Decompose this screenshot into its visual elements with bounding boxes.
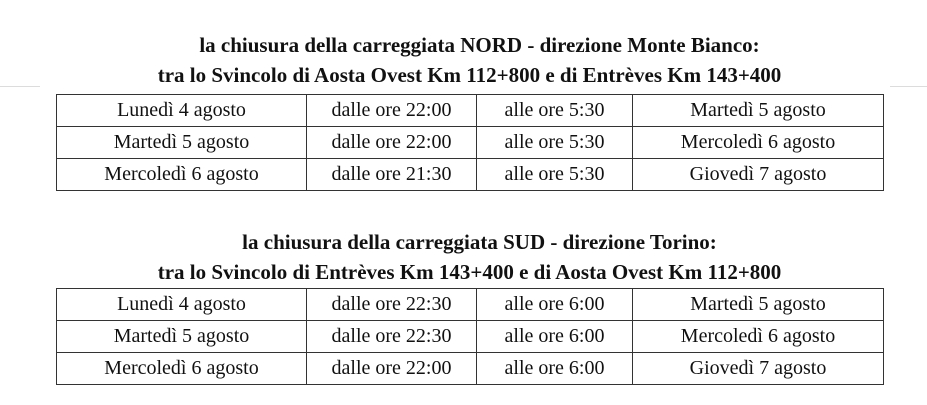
start-day-cell: Martedì 5 agosto [57,321,307,353]
end-day-cell: Martedì 5 agosto [633,95,884,127]
start-day-cell: Martedì 5 agosto [57,127,307,159]
table-row [57,159,884,191]
to-time-cell: alle ore 6:00 [477,289,633,321]
from-time-cell: dalle ore 22:00 [307,95,477,127]
table-row [57,353,884,385]
end-day-cell: Martedì 5 agosto [633,289,884,321]
start-day-cell: Lunedì 4 agosto [57,289,307,321]
end-day-cell: Mercoledì 6 agosto [633,127,884,159]
end-day-cell: Giovedì 7 agosto [633,159,884,191]
to-time-cell: alle ore 5:30 [477,95,633,127]
start-day-cell: Mercoledì 6 agosto [57,353,307,385]
closure-schedule-table [56,94,884,191]
closure-section-nord [0,30,927,185]
to-time-cell: alle ore 6:00 [477,353,633,385]
section-heading: la chiusura della carreggiata NORD - direzione Monte Bianco: [199,33,760,57]
to-time-cell: alle ore 5:30 [477,159,633,191]
end-day-cell: Mercoledì 6 agosto [633,321,884,353]
from-time-cell: dalle ore 22:30 [307,289,477,321]
to-time-cell: alle ore 5:30 [477,127,633,159]
table-row [57,127,884,159]
from-time-cell: dalle ore 22:00 [307,127,477,159]
from-time-cell: dalle ore 22:00 [307,353,477,385]
table-row [57,95,884,127]
end-day-cell: Giovedì 7 agosto [633,353,884,385]
section-subheading: tra lo Svincolo di Aosta Ovest Km 112+800 e di Entrèves Km 143+400 [157,63,782,87]
closure-section-sud [0,227,927,379]
start-day-cell: Mercoledì 6 agosto [57,159,307,191]
closure-schedule-table [56,288,884,385]
from-time-cell: dalle ore 21:30 [307,159,477,191]
section-heading: la chiusura della carreggiata SUD - direzione Torino: [242,230,717,254]
start-day-cell: Lunedì 4 agosto [57,95,307,127]
section-subheading: tra lo Svincolo di Entrèves Km 143+400 e di Aosta Ovest Km 112+800 [157,260,782,284]
table-row [57,289,884,321]
from-time-cell: dalle ore 22:30 [307,321,477,353]
to-time-cell: alle ore 6:00 [477,321,633,353]
table-row [57,321,884,353]
